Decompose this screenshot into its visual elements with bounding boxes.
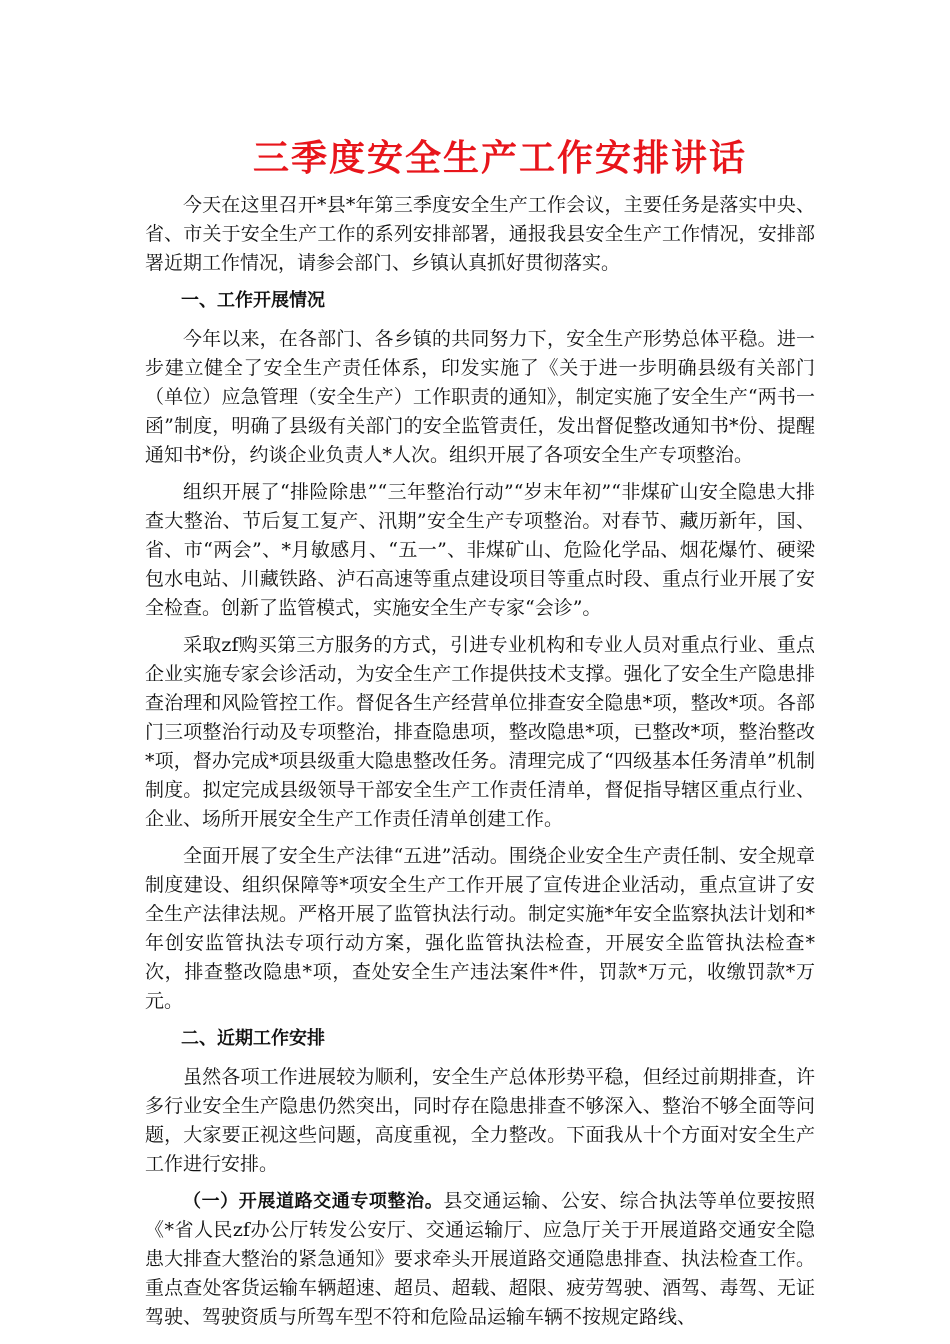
intro-paragraph: 今天在这里召开*县*年第三季度安全生产工作会议，主要任务是落实中央、省、市关于安全生产工作的系列安排部署，通报我县安全生产工作情况，安排部署近期工作情况，请参会部门、乡镇认真抓好贯彻落实。 (145, 194, 815, 274)
item-1-text: 县交通运输、公安、综合执法等单位要按照《*省人民zf办公厅转发公安厅、交通运输厅、应急厅关于开展道路交通安全隐患大排查大整治的紧急通知》要求牵头开展道路交通隐患排查、执法检查工作。重点查处客货运输车辆超速、超员、超载、超限、疲劳驾驶、酒驾、毒驾、无证驾驶、驾驶资质与所驾车型不符和危险品运输车辆不按规定路线、 (145, 1190, 815, 1328)
item-1-lead: （一）开展道路交通专项整治。 (183, 1191, 444, 1212)
section-heading-work-progress: 一、工作开展情况 (181, 290, 325, 311)
section1-paragraph-4: 全面开展了安全生产法律“五进”活动。围绕企业安全生产责任制、安全规章制度建设、组织保障等*项安全生产工作开展了宣传进企业活动，重点宣讲了安全生产法律法规。严格开展了监管执法行动。制定实施*年安全监察执法计划和*年创安监管执法专项行动方案，强化监管执法检查，开展安全监管执法检查*次，排查整改隐患*项，查处安全生产违法案件*件，罚款*万元，收缴罚款*万元。 (145, 845, 815, 1012)
section-heading-recent-arrangements: 二、近期工作安排 (181, 1028, 325, 1049)
section1-paragraph-2: 组织开展了“排险除患”“三年整治行动”“岁末年初”“非煤矿山安全隐患大排查大整治、节后复工复产、汛期”安全生产专项整治。对春节、藏历新年，国、省、市“两会”、*月敏感月、“五一”、非煤矿山、危险化学品、烟花爆竹、硬梁包水电站、川藏铁路、泸石高速等重点建设项目等重点时段、重点行业开展了安全检查。创新了监管模式，实施安全生产专家“会诊”。 (145, 481, 815, 619)
document-body (145, 191, 815, 1340)
section2-item-1 (145, 1187, 815, 1332)
document-title: 三季度安全生产工作安排讲话 (252, 137, 747, 179)
section1-paragraph-1: 今年以来，在各部门、各乡镇的共同努力下，安全生产形势总体平稳。进一步建立健全了安全生产责任体系，印发实施了《关于进一步明确县级有关部门（单位）应急管理（安全生产）工作职责的通知》，制定实施了安全生产“两书一函”制度，明确了县级有关部门的安全监管责任，发出督促整改通知书*份、提醒通知书*份，约谈企业负责人*人次。组织开展了各项安全生产专项整治。 (145, 328, 815, 466)
section1-paragraph-3: 采取zf购买第三方服务的方式，引进专业机构和专业人员对重点行业、重点企业实施专家会诊活动，为安全生产工作提供技术支撑。强化了安全生产隐患排查治理和风险管控工作。督促各生产经营单位排查安全隐患*项，整改*项。各部门三项整治行动及专项整治，排查隐患项，整改隐患*项，已整改*项，整治整改*项，督办完成*项县级重大隐患整改任务。清理完成了“四级基本任务清单”机制制度。拟定完成县级领导干部安全生产工作责任清单，督促指导辖区重点行业、企业、场所开展安全生产工作责任清单创建工作。 (145, 634, 815, 830)
section2-paragraph: 虽然各项工作进展较为顺利，安全生产总体形势平稳，但经过前期排查，许多行业安全生产隐患仍然突出，同时存在隐患排查不够深入、整治不够全面等问题，大家要正视这些问题，高度重视，全力整改。下面我从十个方面对安全生产工作进行安排。 (145, 1066, 815, 1175)
